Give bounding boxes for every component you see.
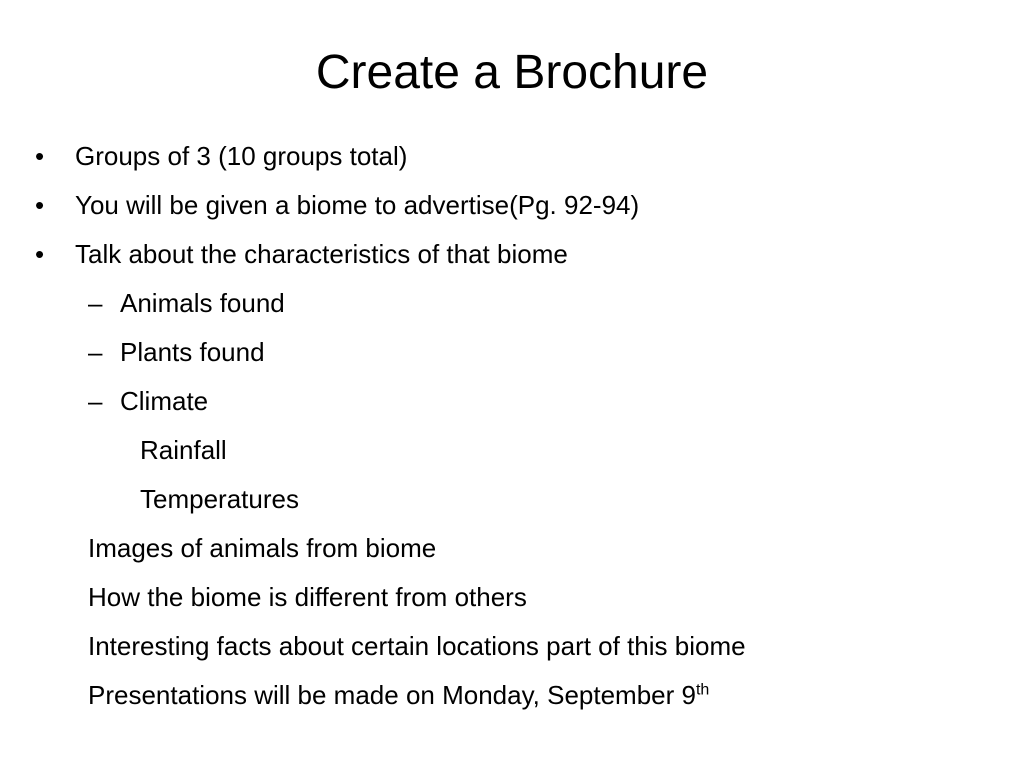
sub-sub-list-item bbox=[0, 426, 1024, 475]
sub-list-item-text: Climate bbox=[120, 386, 209, 416]
list-item bbox=[0, 573, 1024, 622]
sub-list-item bbox=[0, 377, 1024, 426]
presentation-date-text: Presentations will be made on Monday, September 9 bbox=[88, 680, 696, 710]
bullet-icon: • bbox=[35, 239, 45, 269]
sub-sub-list-item-text: Rainfall bbox=[140, 435, 227, 465]
sub-list-item bbox=[0, 328, 1024, 377]
sub-list-item bbox=[0, 279, 1024, 328]
sub-list-item-text: Animals found bbox=[120, 288, 285, 318]
list-item bbox=[0, 132, 1024, 181]
list-item bbox=[0, 622, 1024, 671]
list-item-text bbox=[88, 671, 709, 720]
bullet-list bbox=[0, 132, 1024, 720]
list-item bbox=[0, 181, 1024, 230]
sub-sub-list-item bbox=[0, 475, 1024, 524]
sub-sub-list-item-text: Temperatures bbox=[140, 484, 299, 514]
list-item-text: Images of animals from biome bbox=[88, 533, 437, 563]
dash-icon: – bbox=[88, 288, 103, 318]
dash-icon: – bbox=[88, 386, 103, 416]
list-item bbox=[0, 230, 1024, 279]
date-ordinal-suffix: th bbox=[695, 681, 710, 699]
dash-icon: – bbox=[88, 337, 103, 367]
list-item-text: How the biome is different from others bbox=[88, 582, 527, 612]
sub-list-item-text: Plants found bbox=[120, 337, 265, 367]
list-item-text: You will be given a biome to advertise(Pg. 92-94) bbox=[75, 190, 640, 220]
list-item-text: Talk about the characteristics of that biome bbox=[75, 239, 568, 269]
slide-title: Create a Brochure bbox=[315, 46, 709, 99]
list-item bbox=[0, 524, 1024, 573]
list-item-text: Groups of 3 (10 groups total) bbox=[75, 141, 408, 171]
list-item bbox=[0, 671, 1024, 720]
bullet-icon: • bbox=[35, 190, 45, 220]
bullet-icon: • bbox=[35, 141, 45, 171]
list-item-text: Interesting facts about certain locations part of this biome bbox=[88, 631, 746, 661]
